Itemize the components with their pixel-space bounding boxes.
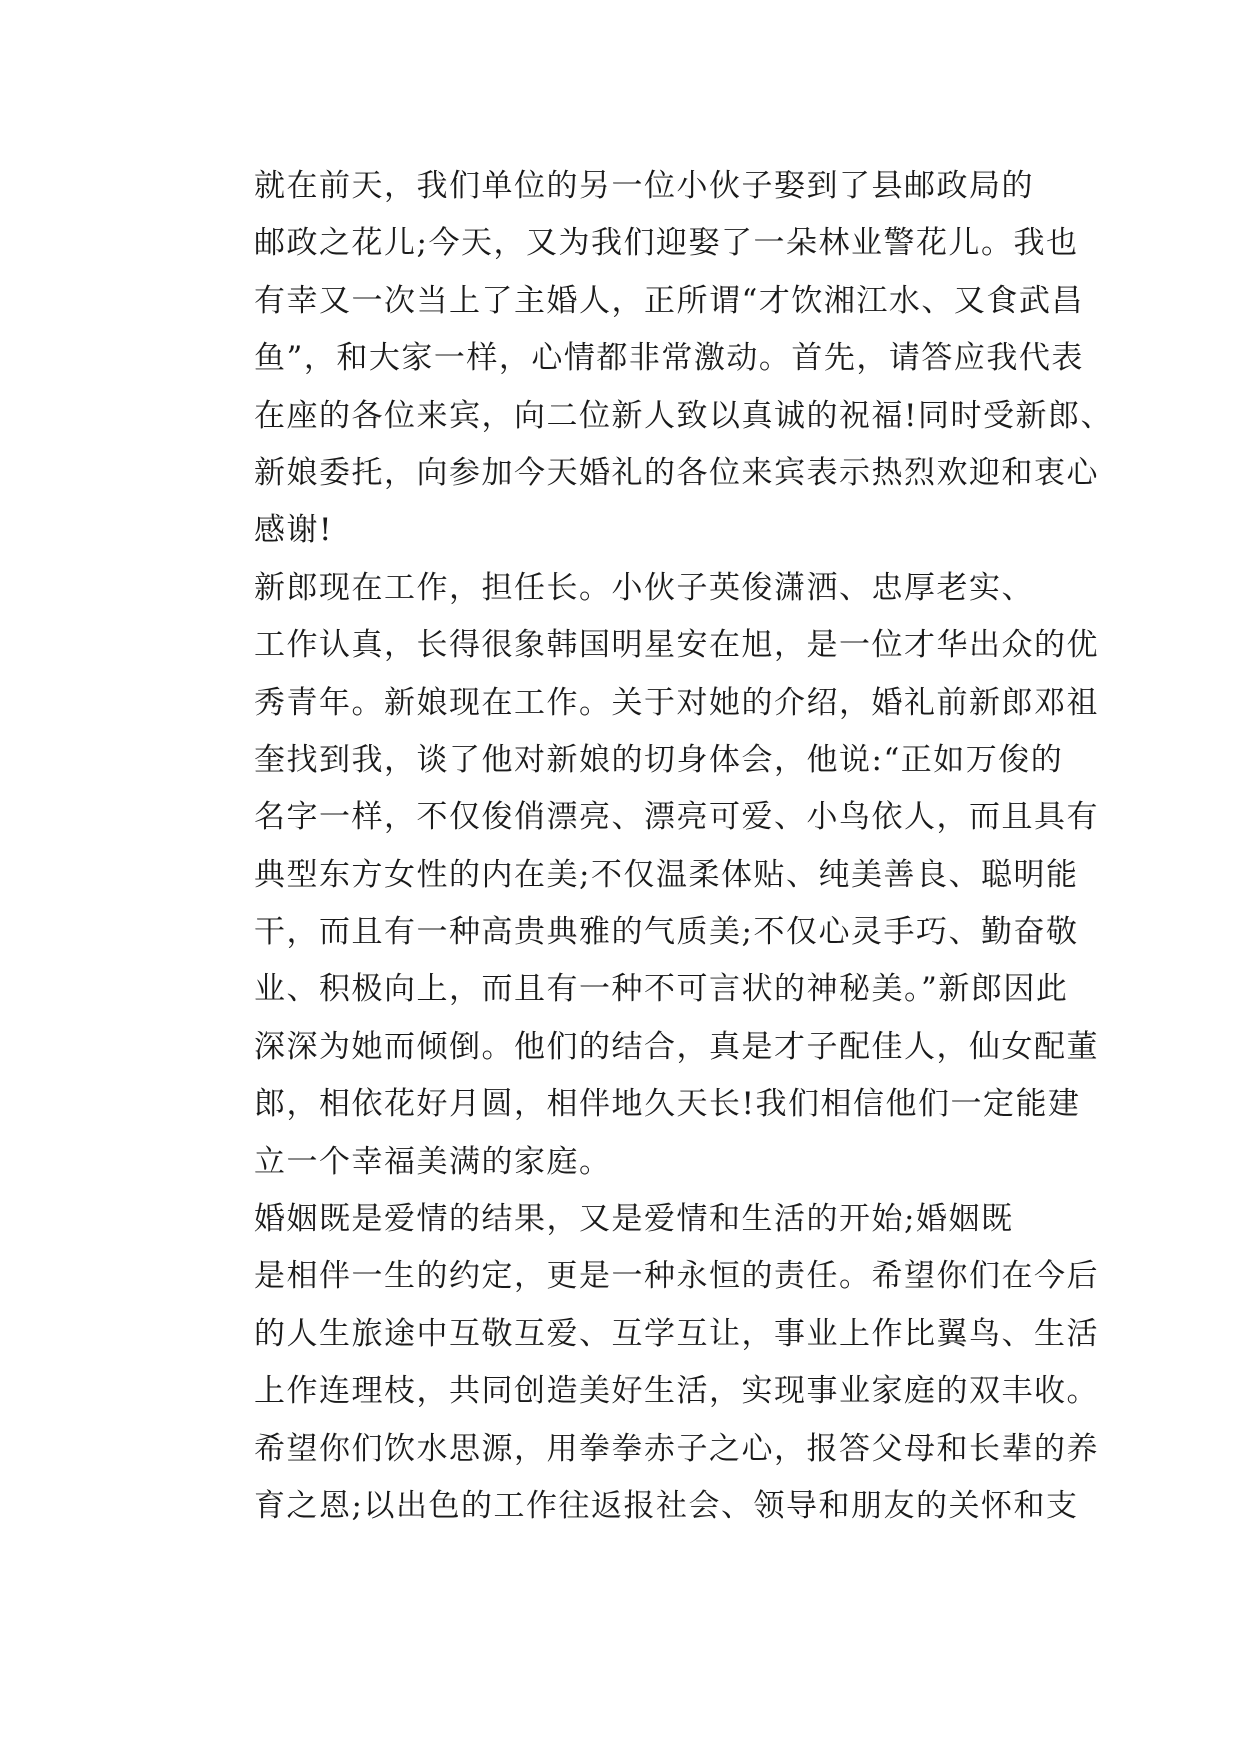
text-line: 业、积极向上，而且有一种不可言状的神秘美。”新郎因此 (254, 971, 1069, 1008)
text-line: 新娘委托，向参加今天婚礼的各位来宾表示热烈欢迎和衷心 (254, 454, 1099, 491)
text-line: 郎，相依花好月圆，相伴地久天长!我们相信他们一定能建 (254, 1086, 1081, 1123)
text-line: 典型东方女性的内在美;不仅温柔体贴、纯美善良、聪明能 (254, 856, 1079, 893)
text-line: 名字一样，不仅俊俏漂亮、漂亮可爱、小鸟依人，而且具有 (254, 799, 1099, 836)
text-line: 育之恩;以出色的工作往返报社会、领导和朋友的关怀和支 (254, 1487, 1079, 1524)
text-line: 干，而且有一种高贵典雅的气质美;不仅心灵手巧、勤奋敬 (254, 914, 1079, 951)
text-line: 秀青年。新娘现在工作。关于对她的介绍，婚礼前新郎邓祖 (254, 684, 1099, 721)
paragraph-2 (190, 560, 1099, 1191)
text-line: 是相伴一生的约定，更是一种永恒的责任。希望你们在今后 (254, 1258, 1099, 1295)
text-line: 的人生旅途中互敬互爱、互学互让，事业上作比翼鸟、生活 (254, 1315, 1099, 1352)
text-line: 深深为她而倾倒。他们的结合，真是才子配佳人，仙女配董 (254, 1028, 1099, 1065)
text-line: 就在前天，我们单位的另一位小伙子娶到了县邮政局的 (254, 168, 1034, 204)
text-line: 希望你们饮水思源，用拳拳赤子之心，报答父母和长辈的养 (254, 1430, 1099, 1467)
paragraph-1 (190, 158, 1113, 560)
text-line: 邮政之花儿;今天，又为我们迎娶了一朵林业警花儿。我也 (254, 225, 1079, 262)
text-line: 鱼”，和大家一样，心情都非常激动。首先，请答应我代表 (254, 340, 1084, 377)
text-line: 上作连理枝，共同创造美好生活，实现事业家庭的双丰收。 (254, 1373, 1099, 1410)
text-line: 奎找到我，谈了他对新娘的切身体会，他说:“正如万俊的 (254, 741, 1064, 778)
text-line: 新郎现在工作，担任长。小伙子英俊潇洒、忠厚老实、 (254, 569, 1034, 606)
paragraph-3 (190, 1191, 1099, 1535)
text-line: 婚姻既是爱情的结果，又是爱情和生活的开始;婚姻既 (254, 1201, 1014, 1238)
text-line: 工作认真，长得很象韩国明星安在旭，是一位才华出众的优 (254, 627, 1099, 664)
text-line: 立一个幸福美满的家庭。 (254, 1143, 612, 1180)
text-line: 有幸又一次当上了主婚人，正所谓“才饮湘江水、又食武昌 (254, 282, 1084, 319)
body-text (190, 158, 1113, 1535)
text-line: 在座的各位来宾，向二位新人致以真诚的祝福!同时受新郎、 (254, 397, 1113, 434)
text-line: 感谢! (254, 512, 333, 549)
